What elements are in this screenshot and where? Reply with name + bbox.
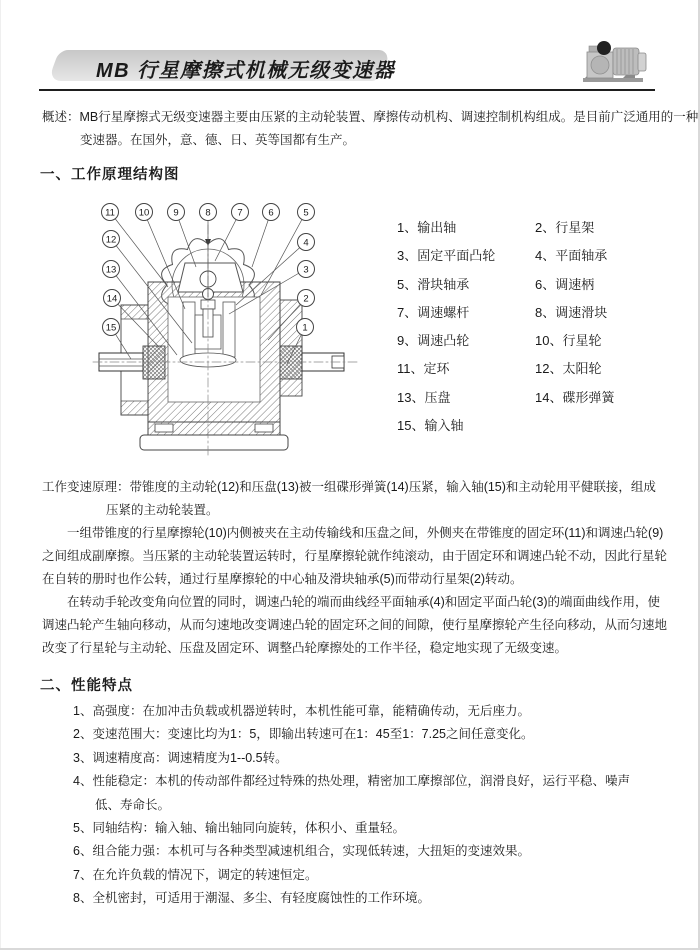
feature-item: 3、调速精度高：调速精度为1--0.5转。 <box>73 750 288 765</box>
feature-item: 6、组合能力强：本机可与各种类型减速机组合，实现低转速，大扭矩的变速效果。 <box>73 844 530 859</box>
legend-item: 11、定环 <box>397 361 450 377</box>
features-list <box>73 700 651 911</box>
page-title: MB 行星摩擦式机械无级变速器 <box>96 60 396 82</box>
header-rule <box>39 89 655 91</box>
callout-number-8: 8 <box>205 207 211 219</box>
legend-item: 6、调速柄 <box>535 276 595 292</box>
principle-paragraph-1: 工作变速原理：带锥度的主动轮(12)和压盘(13)被一组碟形弹簧(14)压紧，输入轴(15)和主动轮用平健联接，组成压紧的主动轮装置。 <box>42 480 656 517</box>
callout-number-13: 13 <box>105 264 117 276</box>
legend-item: 12、太阳轮 <box>535 361 602 377</box>
feature-item: 8、全机密封，可适用于潮湿、多尘、有轻度腐蚀性的工作环境。 <box>73 891 430 906</box>
structure-diagram <box>55 197 385 467</box>
callout-number-4: 4 <box>303 237 309 249</box>
working-principle <box>42 476 668 660</box>
feature-item: 1、高强度：在加冲击负载或机器逆转时，本机性能可靠，能精确传动，无后座力。 <box>73 704 530 718</box>
callout-number-3: 3 <box>303 264 309 276</box>
legend-item: 9、调速凸轮 <box>397 333 470 349</box>
callout-number-1: 1 <box>302 322 308 334</box>
legend-item: 4、平面轴承 <box>535 248 608 264</box>
callout-number-2: 2 <box>303 293 309 305</box>
legend-item: 2、行星架 <box>535 220 595 235</box>
legend-item: 10、行星轮 <box>535 333 602 349</box>
callout-number-7: 7 <box>237 207 243 219</box>
section2-heading: 二、性能特点 <box>40 678 133 694</box>
callout-number-15: 15 <box>105 322 117 334</box>
legend-item: 1、输出轴 <box>397 220 457 235</box>
legend-item: 14、碟形弹簧 <box>535 389 615 405</box>
overview-text: MB行星摩擦式无级变速器主要由压紧的主动轮装置、摩擦传动机构、调速控制机构组成。是目前广泛通用的一种变速器。在国外，意、德、日、英等国都有生产。 <box>79 110 699 147</box>
parts-legend <box>397 214 689 440</box>
legend-item: 7、调速螺杆 <box>397 304 470 320</box>
callout-number-12: 12 <box>105 234 117 246</box>
legend-item: 8、调速滑块 <box>535 304 608 320</box>
callout-number-9: 9 <box>173 207 179 219</box>
callout-leader-11 <box>110 212 168 287</box>
feature-item: 7、在允许负载的情况下，调定的转速恒定。 <box>73 867 318 882</box>
callout-number-10: 10 <box>138 207 150 219</box>
principle-paragraph-3: 在转动手轮改变角向位置的同时，调速凸轮的端而曲线经平面轴承(4)和固定平面凸轮(3)的端面曲线作用，使调速凸轮产生轴向移动，从而匀速地改变调速凸轮的固定环之间的间隙，使行星摩擦轮产生径向移动，从而匀速地改变了行星轮与主动轮、压盘及固定环、调整凸轮摩擦处的工作半径，稳定地实现了无级变速。 <box>42 595 668 655</box>
feature-item: 5、同轴结构：输入轴、输出轴同向旋转，体积小、重量轻。 <box>73 821 405 836</box>
callout-number-11: 11 <box>105 207 115 219</box>
legend-item: 15、输入轴 <box>397 418 464 434</box>
legend-item: 3、固定平面凸轮 <box>397 248 496 264</box>
callout-number-6: 6 <box>268 207 274 219</box>
cross-section-drawing <box>93 225 357 455</box>
overview-paragraph <box>42 106 700 152</box>
gear-motor-icon <box>577 36 653 86</box>
callout-number-14: 14 <box>106 293 118 305</box>
overview-label: 概述： <box>42 110 80 124</box>
feature-item: 4、性能稳定：本机的传动部件都经过特殊的热处理，精密加工摩擦部位，润滑良好，运行平稳、噪声低、寿命长。 <box>73 774 630 812</box>
section1-heading: 一、工作原理结构图 <box>40 167 180 183</box>
legend-item: 5、滑块轴承 <box>397 276 470 292</box>
feature-item: 2、变速范围大：变速比均为1：5，即输出转速可在1：45至1：7.25之间任意变化。 <box>73 727 534 742</box>
callout-number-5: 5 <box>303 207 309 219</box>
legend-item: 13、压盘 <box>397 389 451 405</box>
principle-paragraph-2: 一组带锥度的行星摩擦轮(10)内侧被夹在主动传输线和压盘之间，外侧夹在带锥度的固定环(11)和调速凸轮(9)之间组成副摩擦。当压紧的主动轮装置运转时，行星摩擦轮就作纯滚动，由于固定环和调速凸轮不动，因此行星轮在自转的册时也作公转，通过行星摩擦轮的中心轴及滑块轴承(5)而带动行星架(2)转动。 <box>42 526 668 586</box>
